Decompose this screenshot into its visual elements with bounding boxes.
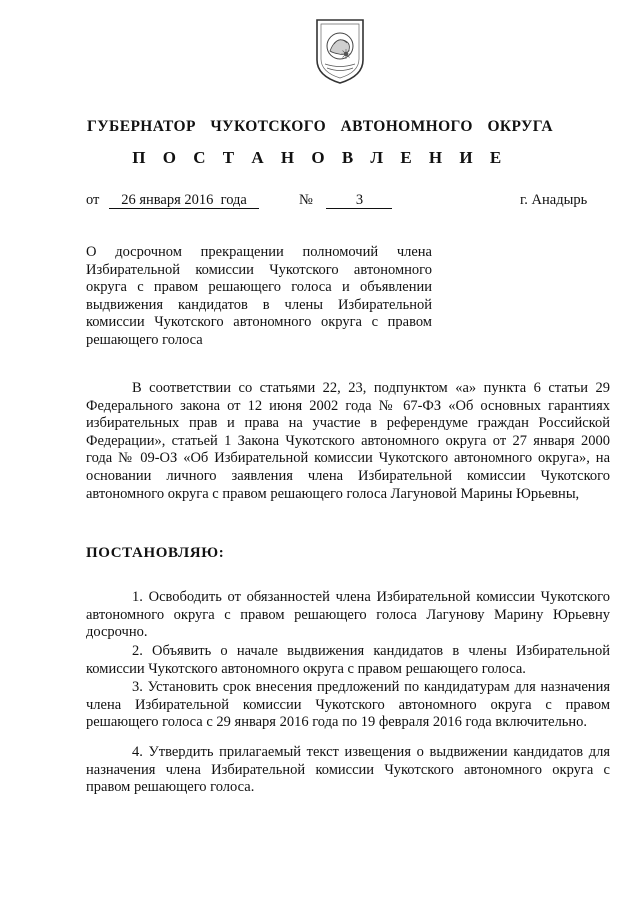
document-number: 3 <box>326 193 392 209</box>
coat-of-arms-icon <box>313 16 367 86</box>
decree-item-2: 2. Объявить о начале выдвижения кандидатов в члены Избирательной комиссии Чукотского автономного округа с правом решающего голоса. <box>86 643 610 677</box>
decree-item-4: 4. Утвердить прилагаемый текст извещения о выдвижении кандидатов для назначения члена Избирательной комиссии Чукотского автономного округа с правом решающего голоса. <box>86 744 610 796</box>
document-place: г. Анадырь <box>520 192 588 208</box>
preamble-paragraph: В соответствии со статьями 22, 23, подпунктом «а» пункта 6 статьи 29 Федерального закона от 12 июня 2002 года № 67-ФЗ «Об основных гарантиях избирательных прав и права на участие в референдуме граждан Российской Федерации», статьей 1 Закона Чукотского автономного округа от 27 января 2000 года № 09-ОЗ «Об Избирательной комиссии Чукотского автономного округа», на основании личного заявления члена Избирательной комиссии Чукотского автономного округа с правом решающего голоса Лагуновой Марины Юрьевны, <box>86 380 610 502</box>
document-date: 26 января 2016 года <box>109 193 259 209</box>
decree-heading: ПОСТАНОВЛЯЮ: <box>86 545 225 561</box>
authority-title: ГУБЕРНАТОР ЧУКОТСКОГО АВТОНОМНОГО ОКРУГА <box>87 118 553 135</box>
date-block <box>86 192 259 209</box>
decree-item-3: 3. Установить срок внесения предложений по кандидатурам для назначения члена Избирательной комиссии Чукотского автономного округа с правом решающего голоса с 29 января 2016 года по 19 февраля 2016 года включительно. <box>86 679 610 731</box>
date-prefix: от <box>86 192 100 208</box>
document-subject: О досрочном прекращении полномочий члена Избирательной комиссии Чукотского автономного округа с правом решающего голоса и объявлении выдвижения кандидатов в члены Избирательной комиссии Чукотского автономного округа с правом решающего голоса <box>86 244 432 348</box>
document-type-title: П О С Т А Н О В Л Е Н И Е <box>132 148 508 167</box>
decree-item-1: 1. Освободить от обязанностей члена Избирательной комиссии Чукотского автономного округа с правом решающего голоса Лагунову Марину Юрьевну досрочно. <box>86 589 610 641</box>
number-block <box>299 192 392 209</box>
number-prefix: № <box>299 192 313 208</box>
